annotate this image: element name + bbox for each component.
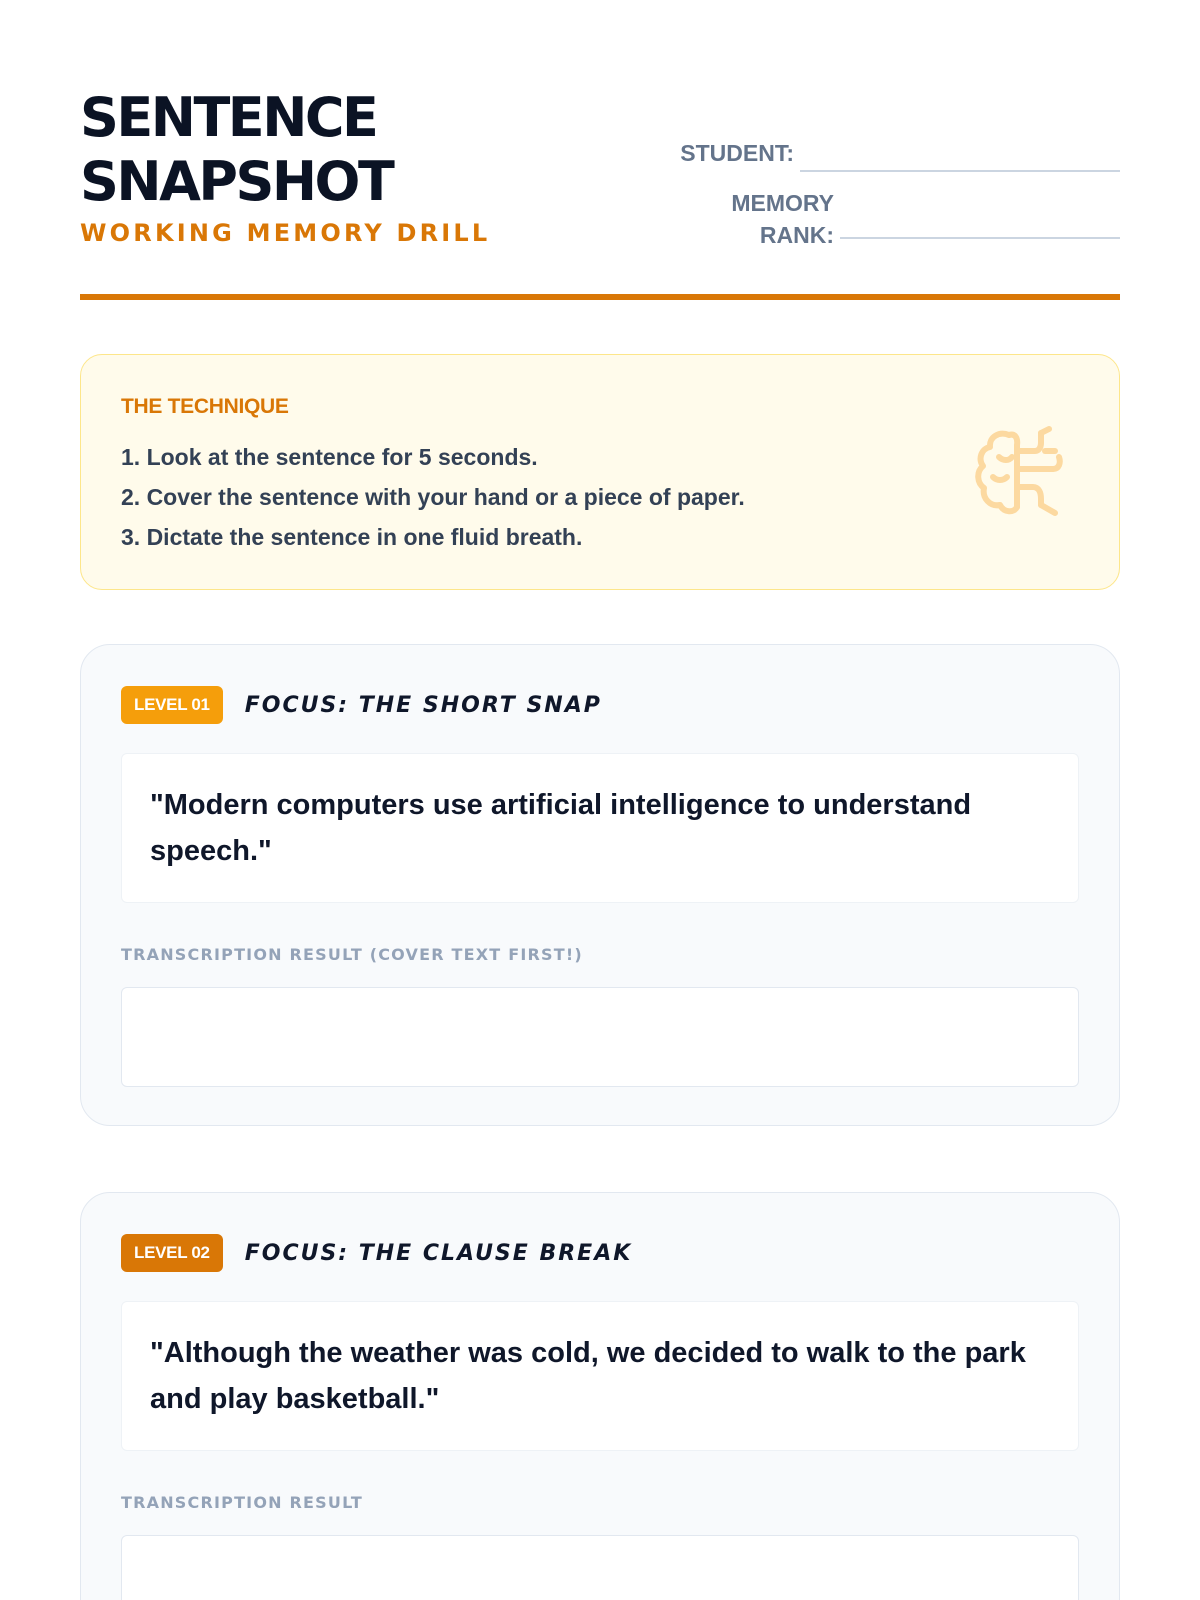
- memory-rank-line[interactable]: [840, 237, 1120, 239]
- level-header: [121, 685, 1079, 725]
- technique-step: 3. Dictate the sentence in one fluid breath.: [121, 524, 583, 550]
- level-card: [80, 1192, 1120, 1600]
- sentence-text: "Modern computers use artificial intelligence to understand speech.": [121, 753, 1079, 903]
- level-focus: FOCUS: THE SHORT SNAP: [244, 692, 602, 718]
- page-title: SENTENCE SNAPSHOT: [80, 86, 393, 213]
- page-subtitle: WORKING MEMORY DRILL: [80, 219, 491, 247]
- transcription-input[interactable]: [121, 1535, 1079, 1600]
- student-name-line[interactable]: [800, 170, 1120, 172]
- header: [80, 0, 1120, 300]
- transcription-input[interactable]: [121, 987, 1079, 1087]
- level-badge: LEVEL 01: [121, 686, 223, 724]
- transcription-label: TRANSCRIPTION RESULT: [121, 1493, 363, 1512]
- technique-step: 1. Look at the sentence for 5 seconds.: [121, 444, 538, 470]
- level-header: [121, 1233, 1079, 1273]
- level-card: [80, 644, 1120, 1126]
- technique-title: THE TECHNIQUE: [121, 395, 289, 418]
- memory-rank-label: MEMORY RANK:: [731, 190, 834, 248]
- transcription-label: TRANSCRIPTION RESULT (COVER TEXT FIRST!): [121, 945, 583, 964]
- brain-icon: [969, 421, 1069, 521]
- level-focus: FOCUS: THE CLAUSE BREAK: [244, 1240, 633, 1266]
- technique-box: [80, 354, 1120, 590]
- sentence-text: "Although the weather was cold, we decided to walk to the park and play basketball.": [121, 1301, 1079, 1451]
- student-label: STUDENT:: [680, 140, 794, 166]
- level-badge: LEVEL 02: [121, 1234, 223, 1272]
- technique-step: 2. Cover the sentence with your hand or a piece of paper.: [121, 484, 745, 510]
